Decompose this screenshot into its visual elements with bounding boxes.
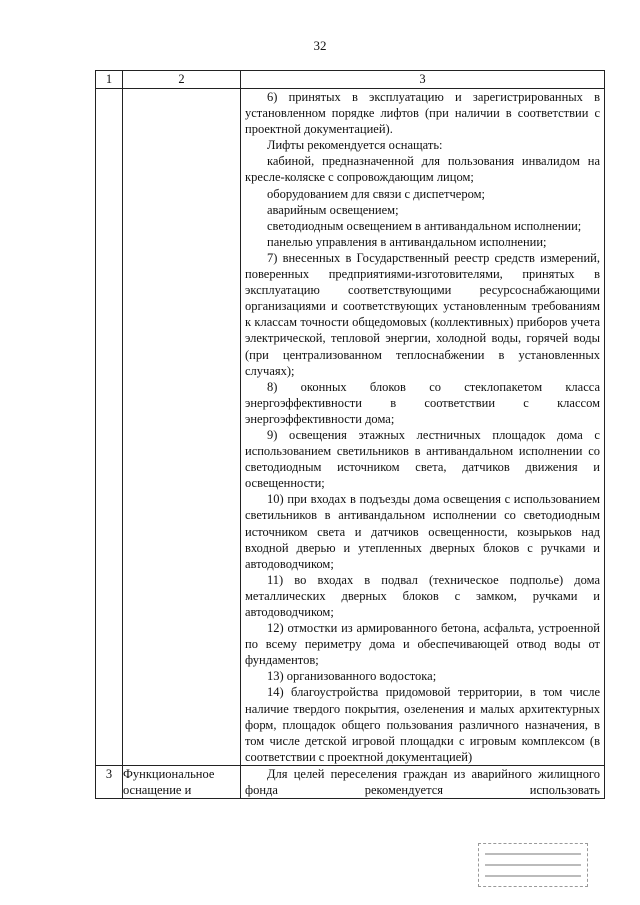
paragraph: кабиной, предназначенной для пользования инвалидом на кресле-коляске с сопровождающим лицом; [245,154,600,185]
row-number-cell: 3 [96,765,123,798]
requirements-table [95,70,605,799]
paragraph: 12) отмостки из армированного бетона, асфальта, устроенной по всему периметру дома и обеспечивающей отвод воды от фундаментов; [245,621,600,668]
table-row [96,765,605,798]
stamp-mark [478,843,588,887]
row-content-cell [241,89,605,766]
paragraph: 9) освещения этажных лестничных площадок дома с использованием светильников в антивандальном исполнении со светодиодным источником света, датчиков движения и освещенности; [245,427,600,491]
paragraph: 10) при входах в подъезды дома освещения с использованием светильников в антивандальном исполнении со светодиодным источником света и датчиков освещенности, козырьков над входной дверью и утепленных дверных блоков с ручками и автодоводчиком; [245,492,600,571]
paragraph: Для целей переселения граждан из аварийного жилищного фонда рекомендуется использовать [245,766,600,798]
paragraph: светодиодным освещением в антивандальном исполнении; [267,218,582,233]
paragraph: 7) внесенных в Государственный реестр средств измерений, поверенных предприятиями-изготовителями, принятых в эксплуатацию соответствующими ресурсоснабжающими организациями и соответствующих установленным требованиям к классам точности общедомовых (коллективных) приборов учета электрической, тепловой энергии, холодной воды, горячей воды (при централизованном теплоснабжении в установленных случаях); [245,250,600,378]
paragraph: 6) принятых в эксплуатацию и зарегистрированных в установленном порядке лифтов (при наличии в соответствии с проектной документацией). [245,90,600,137]
paragraph: 14) благоустройства придомовой территории, в том числе наличие твердого покрытия, озеленения и малых архитектурных форм, площадок общего пользования различного назначения, в том числе детской игровой площадки с игровым комплексом (в соответствии с проектной документацией) [245,685,600,764]
paragraph: 8) оконных блоков со стеклопакетом класса энергоэффективности в соответствии с классом энергоэффективности дома; [245,379,600,426]
page-number: 32 [313,38,327,53]
paragraph: оборудованием для связи с диспетчером; [267,186,485,201]
paragraph: Лифты рекомендуется оснащать: [267,138,443,153]
header-col-3: 3 [241,71,605,89]
row-content-cell [241,765,605,798]
row-number-cell [96,89,123,766]
paragraph: аварийным освещением; [267,202,399,217]
paragraph: 11) во входах в подвал (техническое подполье) дома металлических дверных блоков с замком, ручками и автодоводчиком; [245,572,600,619]
table-header-row [96,71,605,89]
header-col-2: 2 [123,71,241,89]
header-col-1: 1 [96,71,123,89]
paragraph: панелью управления в антивандальном исполнении; [267,234,547,249]
paragraph: 13) организованного водостока; [267,669,437,684]
row-title-cell [123,89,241,766]
table-row [96,89,605,766]
row-title-cell: Функциональное оснащение и [123,765,241,798]
